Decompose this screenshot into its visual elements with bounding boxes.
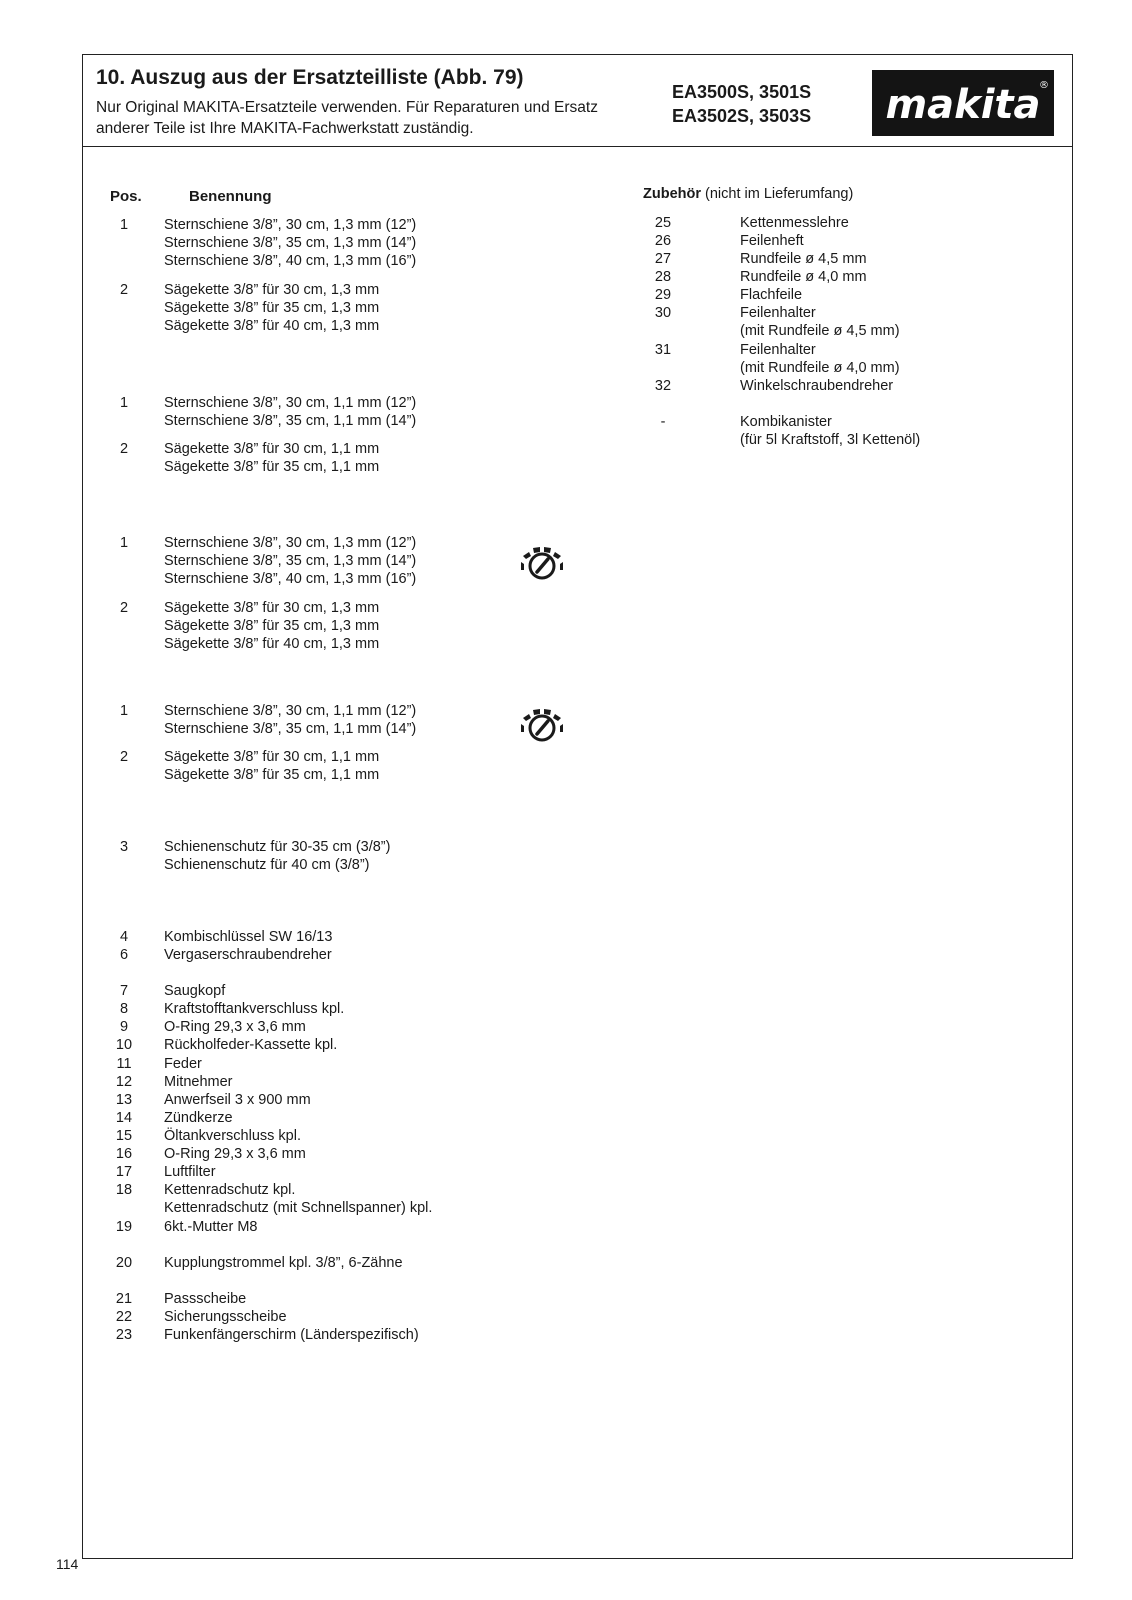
model-line: EA3500S, 3501S [672,82,812,102]
part-position: 25 [654,215,672,231]
part-name [740,268,867,286]
part-position: 2 [119,441,129,457]
model-numbers [672,80,811,128]
part-name [164,1308,287,1326]
accessories-heading [643,186,853,202]
part-name-line: Rückholfeder-Kassette kpl. [164,1037,338,1053]
part-name-line: Anwerfseil 3 x 900 mm [164,1092,311,1108]
speed-gauge-icon [520,706,564,742]
part-position: 13 [115,1092,133,1108]
part-position: 28 [654,269,672,285]
part-position: 29 [654,287,672,303]
part-name-line: O-Ring 29,3 x 3,6 mm [164,1019,306,1035]
part-position: 18 [115,1182,133,1198]
part-position: 11 [116,1056,132,1072]
registered-mark: ® [1039,80,1049,91]
part-name [164,1254,403,1272]
part-name [164,1218,257,1236]
part-position: 1 [119,535,129,551]
part-name-line: Sägekette 3/8” für 35 cm, 1,1 mm [164,459,380,476]
accessories-heading-bold: Zubehör [643,186,701,202]
part-name-line: Kombikanister [740,414,832,430]
part-name-line: Zündkerze [164,1110,233,1126]
part-name [164,1326,419,1344]
part-name-line: Rundfeile ø 4,5 mm [740,251,867,267]
part-name-line: (mit Rundfeile ø 4,5 mm) [740,323,900,340]
part-position: 7 [119,983,129,999]
part-position: 14 [115,1110,133,1126]
part-name-line: Kettenradschutz kpl. [164,1182,296,1198]
part-name-line: Kettenmesslehre [740,215,849,231]
part-position: 19 [115,1219,133,1235]
part-name-line: Sägekette 3/8” für 40 cm, 1,3 mm [164,636,380,653]
part-position: 26 [654,233,672,249]
part-name [164,928,332,946]
speed-gauge-icon [520,544,564,580]
part-name [740,250,867,268]
header-divider [82,146,1073,147]
part-position: 10 [115,1037,133,1053]
part-name-line: Sternschiene 3/8”, 30 cm, 1,3 mm (12”) [164,217,417,233]
part-name [164,946,332,964]
part-name [164,1036,337,1054]
part-name-line: Sternschiene 3/8”, 30 cm, 1,1 mm (12”) [164,703,417,719]
part-position: 1 [119,217,129,233]
part-name [164,216,416,271]
part-name [740,377,893,395]
part-position: 4 [119,929,129,945]
part-name [164,599,379,654]
accessories-heading-note: (nicht im Lieferumfang) [701,186,854,202]
part-name [164,1091,311,1109]
part-name-line: Kettenradschutz (mit Schnellspanner) kpl. [164,1200,433,1217]
part-name-line: Sägekette 3/8” für 30 cm, 1,3 mm [164,282,380,298]
logo-text: makita [885,82,1041,128]
page-number: 114 [56,1556,79,1572]
column-header-name: Benennung [189,188,272,205]
part-name-line: Feilenheft [740,233,804,249]
part-name-line: Mitnehmer [164,1074,233,1090]
part-position: 9 [119,1019,129,1035]
part-name [164,394,416,430]
part-name-line: Sternschiene 3/8”, 40 cm, 1,3 mm (16”) [164,253,417,270]
page-title: 10. Auszug aus der Ersatzteilliste (Abb. 79) [96,66,524,89]
part-position: 15 [115,1128,133,1144]
part-name-line: Rundfeile ø 4,0 mm [740,269,867,285]
part-name [164,440,379,476]
part-name [740,341,900,377]
part-name-line: 6kt.-Mutter M8 [164,1219,258,1235]
page-subtitle [96,97,656,139]
part-position: 22 [115,1309,133,1325]
part-name [164,1127,301,1145]
part-name [164,281,379,336]
part-name-line: Sternschiene 3/8”, 35 cm, 1,1 mm (14”) [164,413,417,430]
part-name-line: Kupplungstrommel kpl. 3/8”, 6-Zähne [164,1255,403,1271]
part-name [164,838,390,874]
part-position: 2 [119,282,129,298]
part-name [164,1163,216,1181]
part-position: 1 [119,703,129,719]
part-position: 17 [115,1164,133,1180]
part-name-line: O-Ring 29,3 x 3,6 mm [164,1146,306,1162]
part-name [164,1109,233,1127]
part-name-line: Sägekette 3/8” für 30 cm, 1,1 mm [164,749,380,765]
part-name-line: Sternschiene 3/8”, 35 cm, 1,3 mm (14”) [164,553,417,570]
part-name-line: Feder [164,1056,202,1072]
part-name-line: Feilenhalter [740,305,816,321]
part-name [164,1145,306,1163]
part-name-line: Sägekette 3/8” für 30 cm, 1,3 mm [164,600,380,616]
part-position: 6 [119,947,129,963]
part-name-line: Sternschiene 3/8”, 30 cm, 1,1 mm (12”) [164,395,417,411]
part-position: 30 [654,305,672,321]
part-name-line: Sägekette 3/8” für 35 cm, 1,3 mm [164,300,380,317]
part-name-line: Sternschiene 3/8”, 35 cm, 1,3 mm (14”) [164,235,417,252]
part-name-line: Funkenfängerschirm (Länderspezifisch) [164,1327,419,1343]
model-line: EA3502S, 3503S [672,106,812,126]
part-position: 3 [119,839,129,855]
part-name [740,304,900,340]
column-header-pos: Pos. [110,188,142,205]
part-name [164,1000,344,1018]
part-name-line: Kombischlüssel SW 16/13 [164,929,333,945]
subtitle-line: anderer Teile ist Ihre MAKITA-Fachwerkstatt zuständig. [96,120,474,137]
part-name-line: Saugkopf [164,983,226,999]
part-name-line: Vergaserschraubendreher [164,947,332,963]
part-position: 31 [654,342,672,358]
part-name-line: Flachfeile [740,287,803,303]
part-position: 12 [115,1074,133,1090]
part-name [164,702,416,738]
part-name-line: Schienenschutz für 40 cm (3/8”) [164,857,370,874]
part-name [164,748,379,784]
part-name-line: Sternschiene 3/8”, 30 cm, 1,3 mm (12”) [164,535,417,551]
part-position: 8 [119,1001,129,1017]
part-name-line: Kraftstofftankverschluss kpl. [164,1001,345,1017]
part-name-line: Luftfilter [164,1164,216,1180]
part-name [164,1181,432,1217]
part-position: 16 [115,1146,133,1162]
part-name [740,232,804,250]
part-position: 20 [115,1255,133,1271]
part-name [164,534,416,589]
part-name [164,1018,306,1036]
part-name-line: Sägekette 3/8” für 40 cm, 1,3 mm [164,318,380,335]
part-name-line: Sternschiene 3/8”, 35 cm, 1,1 mm (14”) [164,721,417,738]
part-name [164,1290,246,1308]
part-position: 1 [119,395,129,411]
part-name-line: Feilenhalter [740,342,816,358]
part-position: - [660,414,666,430]
part-name-line: Sägekette 3/8” für 35 cm, 1,3 mm [164,618,380,635]
part-name-line: Sicherungsscheibe [164,1309,287,1325]
part-position: 2 [119,600,129,616]
makita-logo [872,70,1054,136]
part-position: 27 [654,251,672,267]
part-name-line: Sägekette 3/8” für 30 cm, 1,1 mm [164,441,380,457]
part-name [740,214,849,232]
part-name-line: Winkelschraubendreher [740,378,894,394]
part-name [164,1073,233,1091]
part-position: 21 [115,1291,133,1307]
part-name-line: Sägekette 3/8” für 35 cm, 1,1 mm [164,767,380,784]
part-name-line: Öltankverschluss kpl. [164,1128,301,1144]
subtitle-line: Nur Original MAKITA-Ersatzteile verwenden. Für Reparaturen und Ersatz [96,99,598,116]
part-name-line: Passscheibe [164,1291,247,1307]
part-position: 32 [654,378,672,394]
part-name-line: (mit Rundfeile ø 4,0 mm) [740,360,900,377]
part-name-line: (für 5l Kraftstoff, 3l Kettenöl) [740,432,921,449]
part-name [164,1055,202,1073]
part-name [164,982,225,1000]
part-name [740,413,920,449]
part-position: 2 [119,749,129,765]
part-name-line: Schienenschutz für 30-35 cm (3/8”) [164,839,391,855]
part-position: 23 [115,1327,133,1343]
part-name [740,286,802,304]
part-name-line: Sternschiene 3/8”, 40 cm, 1,3 mm (16”) [164,571,417,588]
